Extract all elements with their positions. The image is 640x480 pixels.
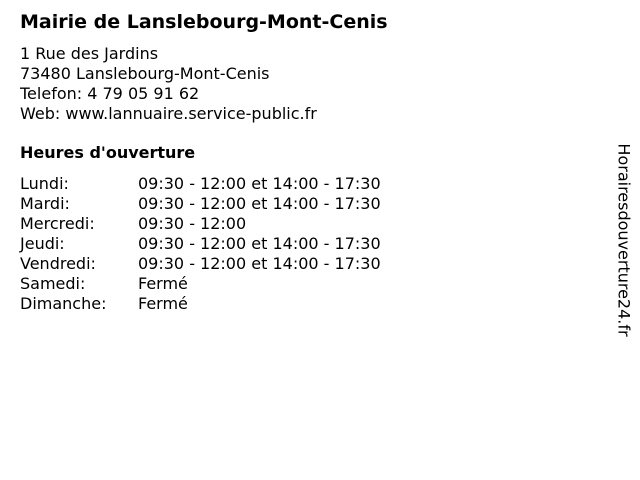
- day-hours: 09:30 - 12:00: [138, 214, 247, 233]
- day-label: Samedi:: [20, 274, 86, 293]
- day-label: Dimanche:: [20, 294, 107, 313]
- opening-hours-title: Heures d'ouverture: [20, 143, 196, 162]
- address-line-2: 73480 Lanslebourg-Mont-Cenis: [20, 64, 270, 83]
- site-watermark: Horairesdouverture24.fr: [614, 143, 634, 337]
- hours-row-wednesday: [20, 214, 381, 234]
- day-label: Vendredi:: [20, 254, 96, 273]
- hours-row-sunday: [20, 294, 381, 314]
- business-name: Mairie de Lanslebourg-Mont-Cenis: [20, 11, 388, 33]
- day-hours: 09:30 - 12:00 et 14:00 - 17:30: [138, 174, 381, 193]
- phone-line: Telefon: 4 79 05 91 62: [20, 84, 200, 103]
- day-hours: Fermé: [138, 294, 188, 313]
- hours-row-monday: [20, 174, 381, 194]
- day-label: Jeudi:: [20, 234, 65, 253]
- hours-row-saturday: [20, 274, 381, 294]
- hours-row-tuesday: [20, 194, 381, 214]
- day-hours: 09:30 - 12:00 et 14:00 - 17:30: [138, 234, 381, 253]
- opening-hours-table: [20, 174, 381, 314]
- day-label: Lundi:: [20, 174, 69, 193]
- day-label: Mardi:: [20, 194, 70, 213]
- address-line-1: 1 Rue des Jardins: [20, 44, 159, 63]
- day-hours: 09:30 - 12:00 et 14:00 - 17:30: [138, 194, 381, 213]
- hours-row-friday: [20, 254, 381, 274]
- day-label: Mercredi:: [20, 214, 95, 233]
- business-card: [20, 8, 580, 314]
- day-hours: 09:30 - 12:00 et 14:00 - 17:30: [138, 254, 381, 273]
- web-line: Web: www.lannuaire.service-public.fr: [20, 104, 317, 123]
- day-hours: Fermé: [138, 274, 188, 293]
- hours-row-thursday: [20, 234, 381, 254]
